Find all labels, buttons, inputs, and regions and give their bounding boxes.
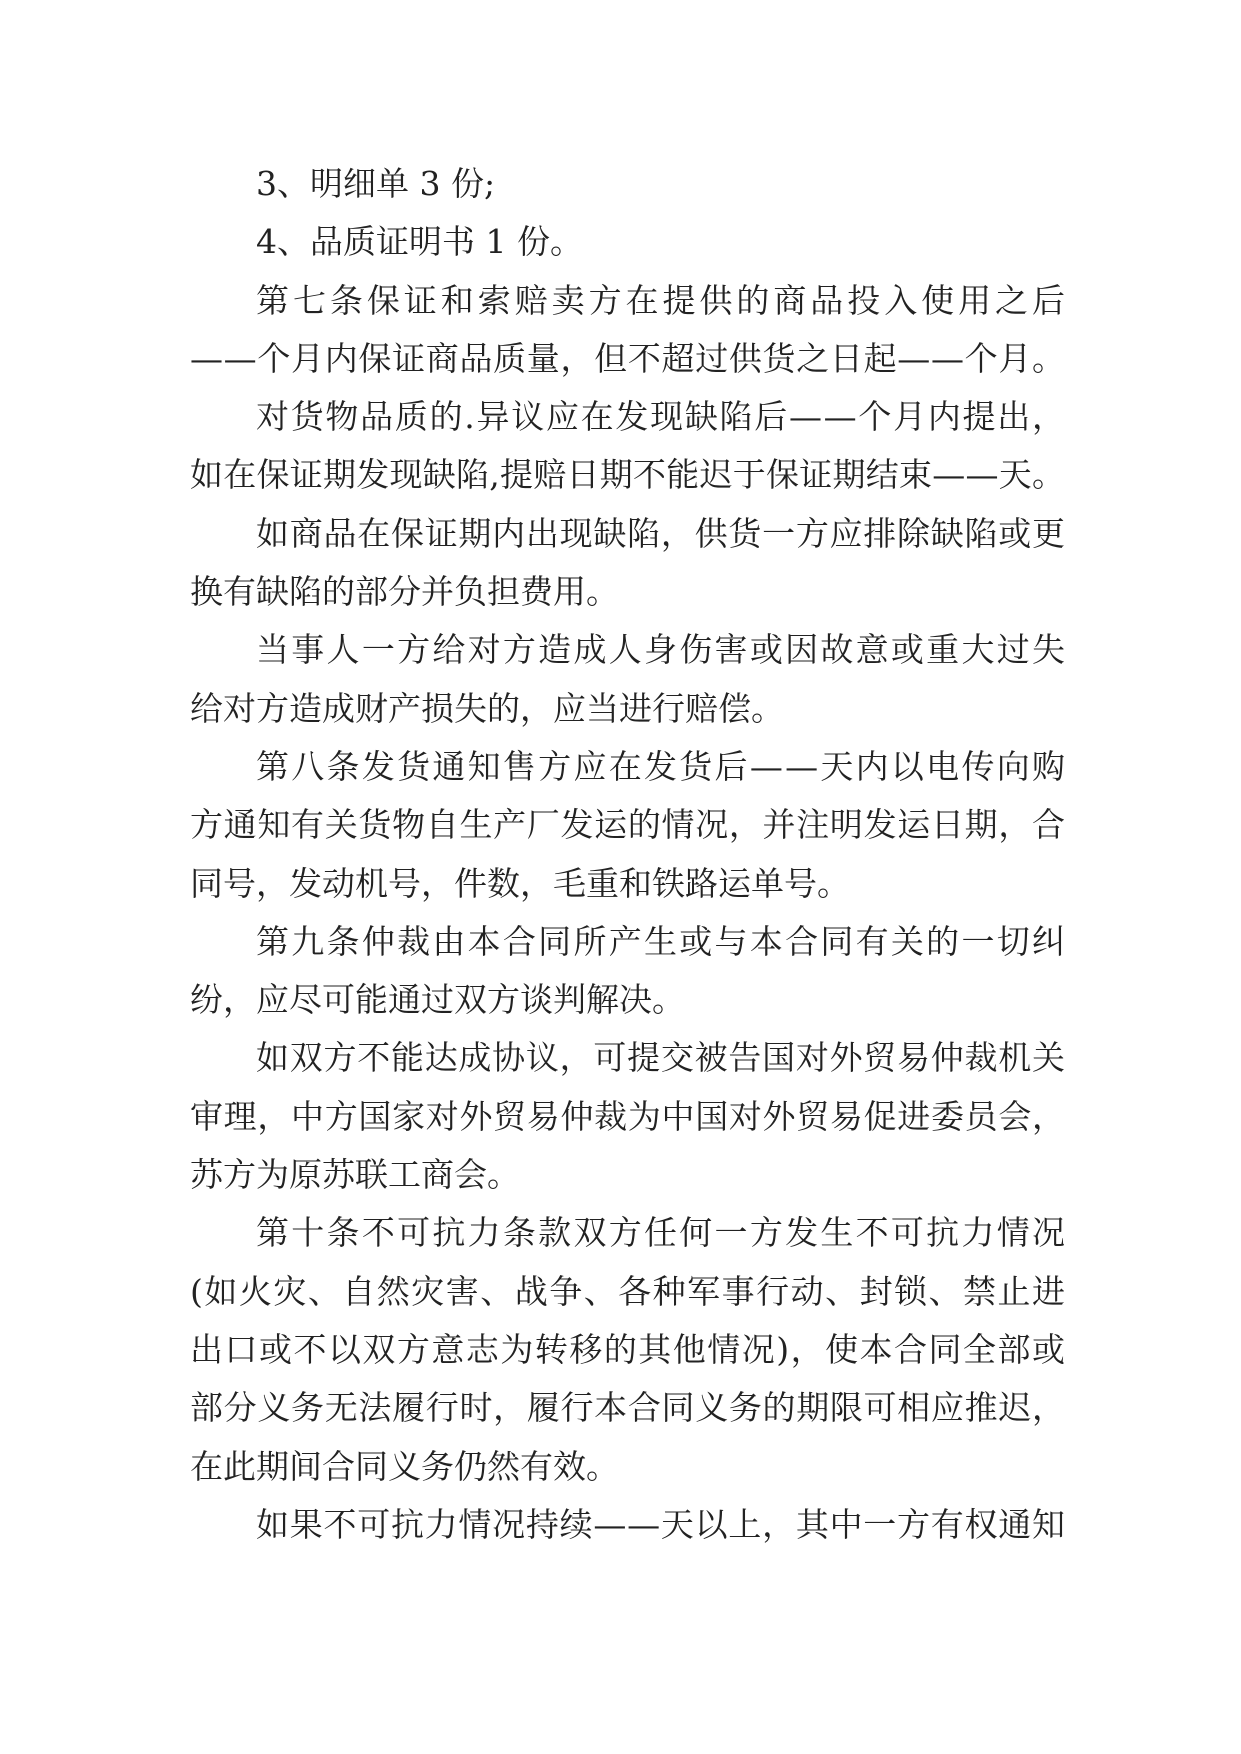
text-line: 第十条不可抗力条款双方任何一方发生不可抗力情况: [256, 1213, 1068, 1253]
paragraph-article-8: [190, 738, 1068, 913]
paragraph-article-7: [190, 272, 1069, 389]
text-line: 4、品质证明书 1 份。: [256, 222, 583, 262]
text-line: 如双方不能达成协议，可提交被告国对外贸易仲裁机关: [256, 1038, 1066, 1078]
paragraph-arbitration: [190, 1029, 1065, 1204]
document-body: [190, 155, 1069, 1554]
paragraph-compensation: [190, 621, 1068, 738]
text-line: 第七条保证和索赔卖方在提供的商品投入使用之后: [256, 280, 1069, 320]
text-line: 审理，中方国家对外贸易仲裁为中国对外贸易促进委员会，: [190, 1096, 1066, 1136]
text-line: 同号，发动机号，件数，毛重和铁路运单号。: [190, 863, 850, 903]
paragraph-list-item-3: [190, 155, 1065, 213]
text-line: ——个月内保证商品质量，但不超过供货之日起——个月。: [190, 338, 1066, 378]
paragraph-defect-repair: [190, 505, 1065, 622]
text-line: 如在保证期发现缺陷,提赔日期不能迟于保证期结束——天。: [190, 455, 1066, 495]
text-line: 给对方造成财产损失的，应当进行赔偿。: [190, 688, 784, 728]
text-line: 对货物品质的.异议应在发现缺陷后——个月内提出，: [256, 397, 1067, 437]
paragraph-quality-objection: [190, 388, 1065, 505]
text-line: 换有缺陷的部分并负担费用。: [190, 572, 619, 612]
text-line: 在此期间合同义务仍然有效。: [190, 1446, 619, 1486]
text-line: 纷，应尽可能通过双方谈判解决。: [190, 980, 685, 1020]
text-line: 如商品在保证期内出现缺陷，供货一方应排除缺陷或更: [256, 513, 1066, 553]
text-line: 3、明细单 3 份;: [256, 164, 496, 203]
text-line: 部分义务无法履行时，履行本合同义务的期限可相应推迟，: [190, 1388, 1066, 1428]
paragraph-article-9: [190, 913, 1068, 1030]
text-line: 出口或不以双方意志为转移的其他情况)，使本合同全部或: [190, 1329, 1067, 1369]
text-line: 苏方为原苏联工商会。: [190, 1155, 520, 1195]
text-line: 第九条仲裁由本合同所产生或与本合同有关的一切纠: [256, 921, 1068, 961]
paragraph-force-majeure-duration: [190, 1496, 1065, 1554]
paragraph-list-item-4: [190, 213, 1065, 271]
text-line: 当事人一方给对方造成人身伤害或因故意或重大过失: [256, 630, 1068, 670]
paragraph-article-10: [190, 1204, 1068, 1495]
text-line: 方通知有关货物自生产厂发运的情况，并注明发运日期，合: [190, 805, 1066, 845]
text-line: (如火灾、自然灾害、战争、各种军事行动、封锁、禁止进: [190, 1271, 1067, 1311]
text-line: 第八条发货通知售方应在发货后——天内以电传向购: [256, 746, 1068, 786]
text-line: 如果不可抗力情况持续——天以上，其中一方有权通知: [256, 1504, 1066, 1544]
